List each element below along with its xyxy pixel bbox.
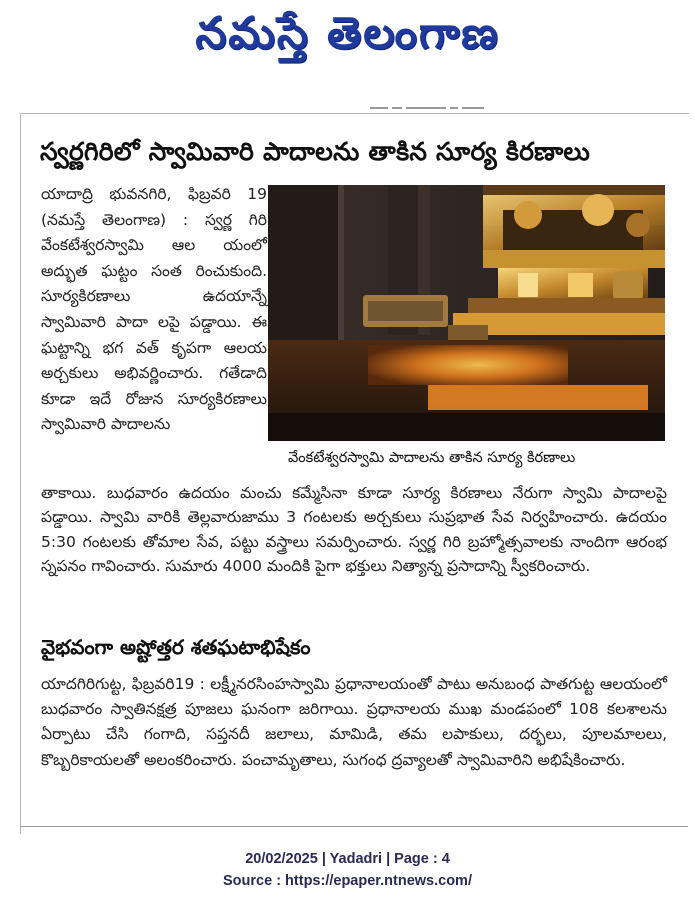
article-column-text: యాదాద్రి భువనగిరి, ఫిబ్రవరి 19 (నమస్తే తెలంగాణ) : స్వర్ణ గిరి వేంకటేశ్వరస్వామి ఆల యంలో అద్భుత ఘట్టం సంత రించుకుంది. సూర్యకిరణాలు ఉదయాన్నే స్వామివారి పాదా లపై పడ్డాయి. ఈ ఘట్టాన్ని భగ వత్ కృపగా ఆలయ అర్చకులు అభివర్ణించారు. గతేడాది కూడా ఇదే రోజున సూర్యకిరణాలు స్వామివారి పాదాలను xyxy=(41,185,267,434)
footer-source: Source : https://epaper.ntnews.com/ xyxy=(223,873,472,889)
temple-photo xyxy=(268,185,665,441)
temple-photo-illustration xyxy=(268,185,665,441)
article-headline: స్వర్ణగిరిలో స్వామివారి పాదాలను తాకిన సూర్య కిరణాలు xyxy=(40,137,590,166)
footer-date-edition: 20/02/2025 | Yadadri | Page : 4 xyxy=(245,851,450,867)
article-full-width-text: తాకాయి. బుధవారం ఉదయం మంచు కమ్మేసినా కూడా సూర్య కిరణాలు నేరుగా స్వామి పాదాలపై పడ్డాయి. స్వామి వారికి తెల్లవారుజాము 3 గంటలకు అర్చకులు సుప్రభాత సేవ నిర్వహించారు. ఉదయం 5:30 గంటలకు తోమాల సేవ, పట్టు వస్త్రాలు సమర్పించారు. స్వర్ణ గిరి బ్రహ్మోత్సవాలకు నాందిగా ఆరంభ స్నపనం గావించారు. సుమారు 4000 మందికి పైగా భక్తులు నిత్యాన్న ప్రసాదాన్ని స్వీకరించారు. xyxy=(41,484,667,576)
newspaper-logo: నమస్తే తెలంగాణ xyxy=(195,8,500,59)
second-article-headline: వైభవంగా అష్టోత్తర శతఘటాభిషేకం xyxy=(41,635,311,659)
second-article-text: యాదగిరిగుట్ట, ఫిబ్రవరి19 : లక్ష్మీనరసింహస్వామి ప్రధానాలయంతో పాటు అనుబంధ పాతగుట్ట ఆలయంలో బుధవారం స్వాతినక్షత్ర పూజలు ఘనంగా జరిగాయి. ప్రధానాలయ ముఖ మండపంలో 108 కలశాలను ఏర్పాటు చేసి గంగాది, సప్తనదీ జలాలు, మామిడి, తమ లపాకులు, దర్భలు, పూలమాలలు, కొబ్బరికాయలతో అలంకరించారు. పంచామృతాలు, సుగంధ ద్రవ్యాలతో స్వామివారిని అభిషేకించారు. xyxy=(41,675,667,769)
clipping-bottom-rule xyxy=(20,826,688,827)
clipping-edge-fragment xyxy=(370,97,510,101)
masthead xyxy=(0,0,695,80)
footer xyxy=(0,848,695,892)
image-caption: వేంకటేశ్వరస్వామి పాదాలను తాకిన సూర్య కిరణాలు xyxy=(288,450,576,466)
